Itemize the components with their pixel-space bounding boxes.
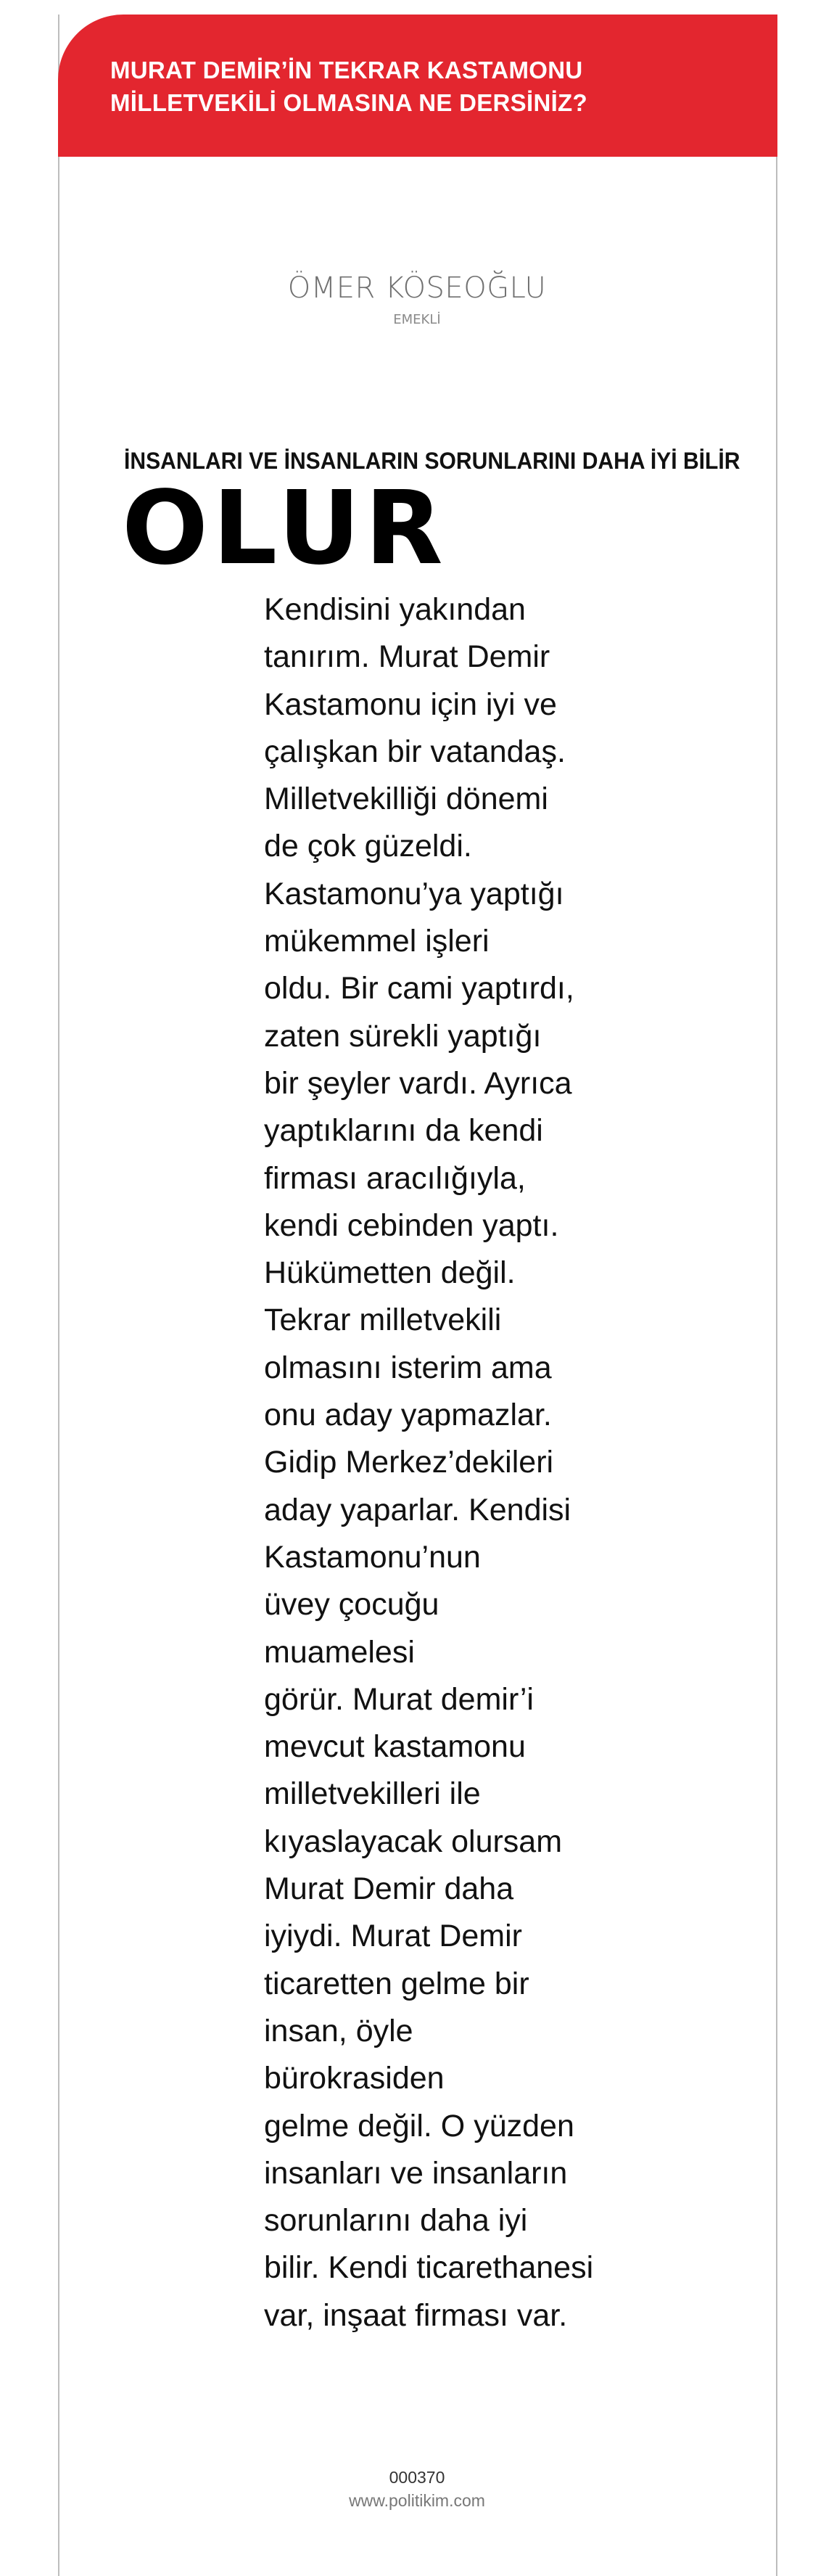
footer-url-link[interactable]: www.politikim.com	[349, 2491, 485, 2510]
footer-code: 000370	[389, 2468, 445, 2487]
author-name: ÖMER KÖSEOĞLU	[287, 271, 547, 305]
question-banner	[58, 15, 777, 157]
response-kicker: İNSANLARI VE İNSANLARIN SORUNLARINI DAHA İYİ BİLİR	[124, 448, 740, 474]
author-role: EMEKLİ	[393, 312, 441, 327]
response-answer: OLUR	[122, 469, 447, 588]
response-body: Kendisini yakından tanırım. Murat Demir Kastamonu için iyi ve çalışkan bir vatandaş. Milletvekilliği dönemi de çok güzeldi. Kastamonu’ya yaptığı mükemmel işleri oldu. Bir cami yaptırdı, zaten sürekli yaptığı bir şeyler vardı. Ayrıca yaptıklarını da kendi firması aracılığıyla, kendi cebinden yaptı. Hükümetten değil. Tekrar milletvekili olmasını isterim ama onu aday yapmazlar. Gidip Merkez’dekileri aday yaparlar. Kendisi Kastamonu’nun üvey çocuğu muamelesi görür. Murat demir’i mevcut kastamonu milletvekilleri ile kıyaslayacak olursam Murat Demir daha iyiydi. Murat Demir ticaretten gelme bir insan, öyle bürokrasiden gelme değil. O yüzden insanları ve insanların sorunlarını daha iyi bilir. Kendi ticarethanesi var, inşaat firması var.	[264, 592, 594, 2333]
question-title: MURAT DEMİR’İN TEKRAR KASTAMONU MİLLETVEKİLİ OLMASINA NE DERSİNİZ?	[110, 57, 587, 116]
